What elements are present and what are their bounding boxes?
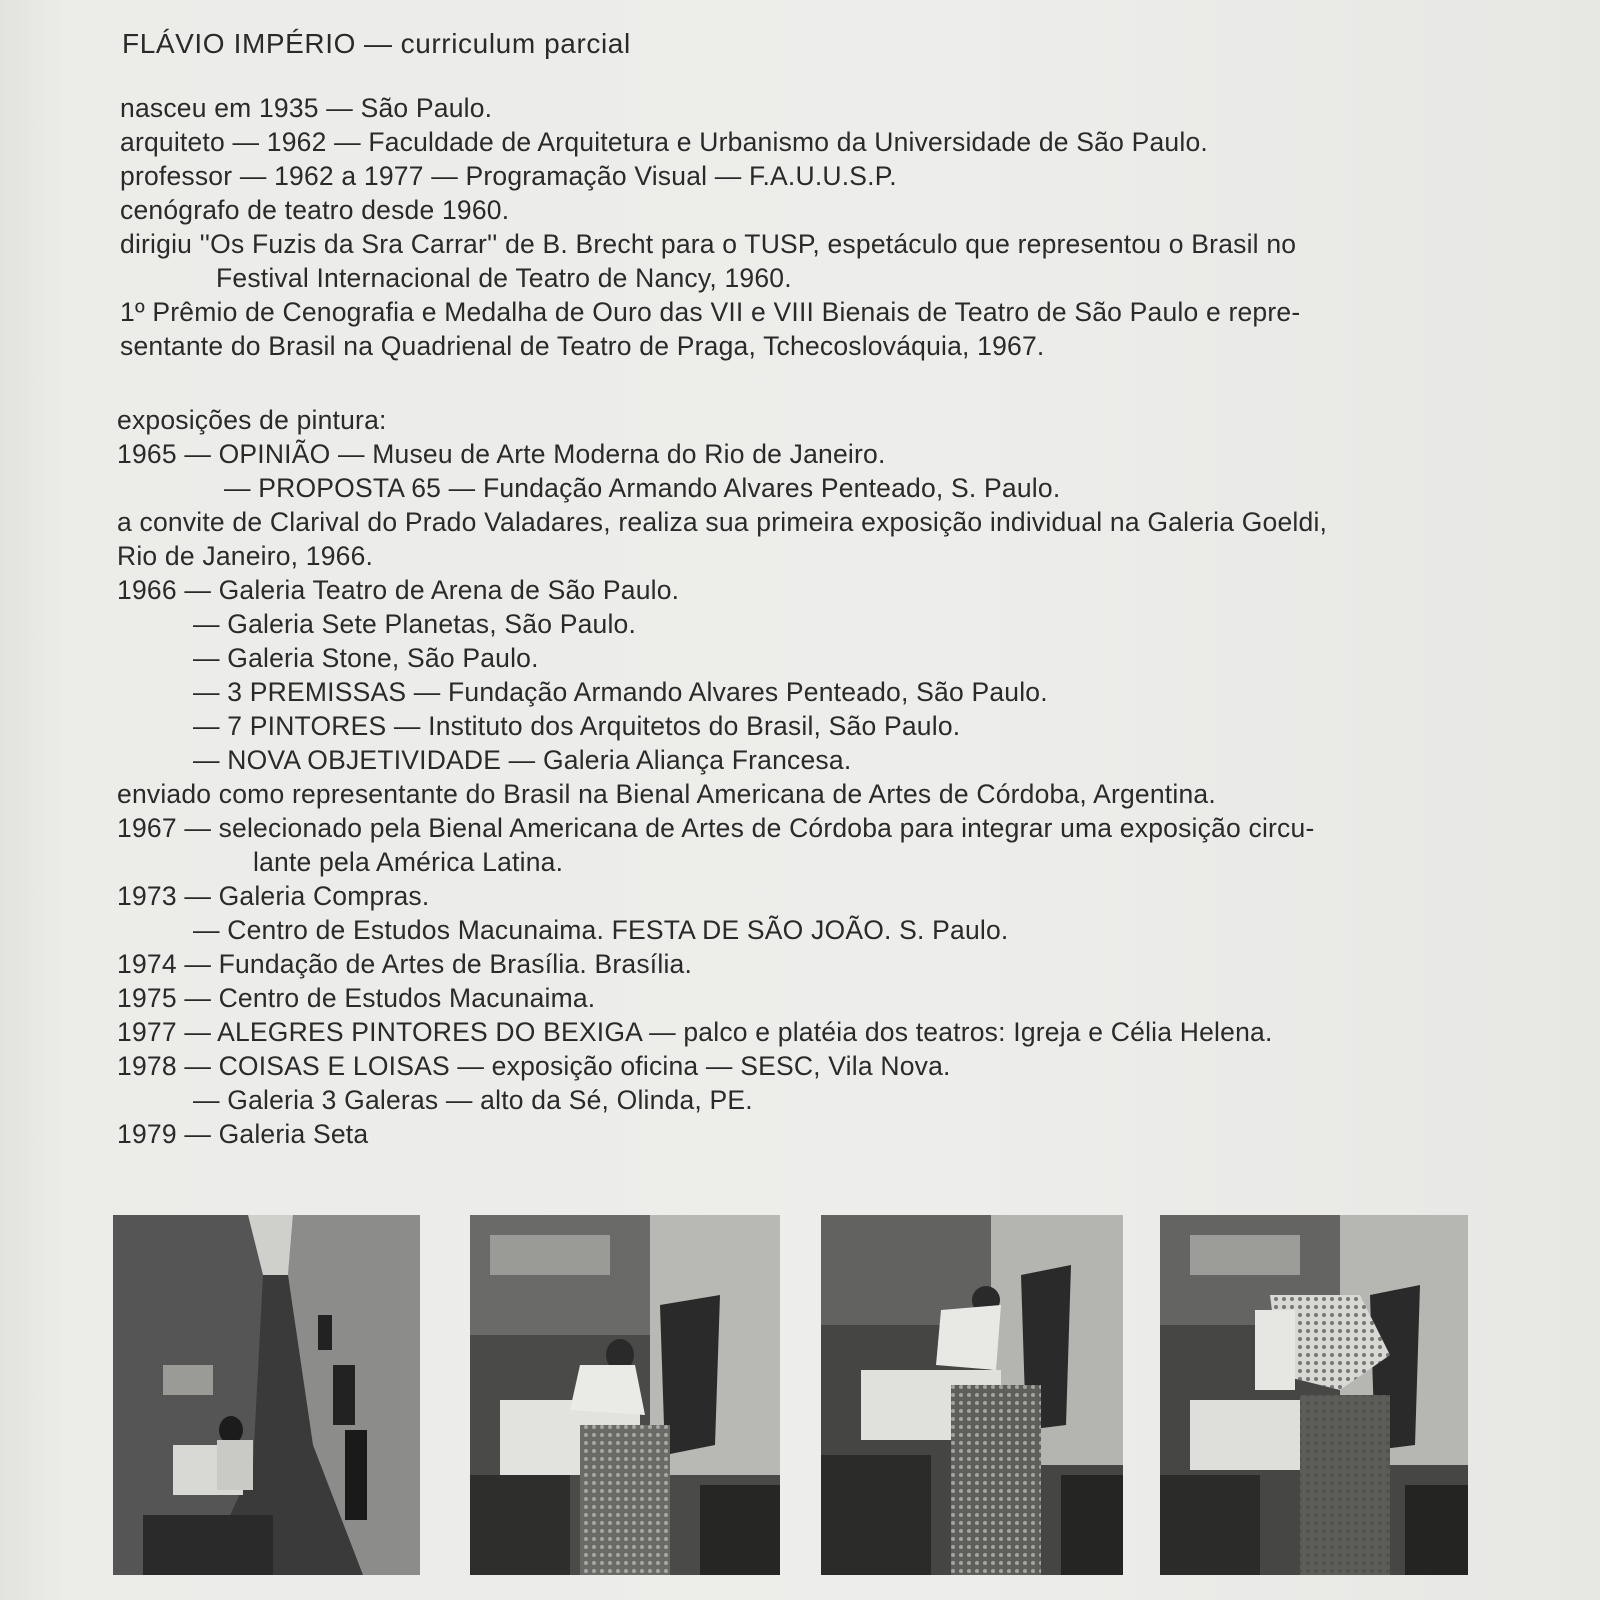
photo-alley-painter <box>113 1215 420 1575</box>
exhibition-entry: 1978 — COISAS E LOISAS — exposição oficina — SESC, Vila Nova. <box>117 1051 951 1081</box>
exhibition-entry: 1967 — selecionado pela Bienal Americana de Artes de Córdoba para integrar uma exposição circu- <box>117 813 1315 843</box>
exhibition-entry: — Galeria 3 Galeras — alto da Sé, Olinda, PE. <box>193 1085 753 1115</box>
exhibition-entry: 1965 — OPINIÃO — Museu de Arte Moderna do Rio de Janeiro. <box>117 439 886 469</box>
bio-line: sentante do Brasil na Quadrienal de Teatro de Praga, Tchecoslováquia, 1967. <box>120 331 1045 361</box>
artist-name: FLÁVIO IMPÉRIO <box>122 28 356 59</box>
bio-line: cenógrafo de teatro desde 1960. <box>120 195 510 225</box>
exhibition-entry: 1966 — Galeria Teatro de Arena de São Paulo. <box>117 575 680 605</box>
exhibition-entry: — Centro de Estudos Macunaima. FESTA DE SÃO JOÃO. S. Paulo. <box>193 915 1009 945</box>
exhibition-entry: 1977 — ALEGRES PINTORES DO BEXIGA — palco e platéia dos teatros: Igreja e Célia Helena. <box>117 1017 1273 1047</box>
bio-line: Festival Internacional de Teatro de Nancy, 1960. <box>216 263 792 293</box>
exhibition-entry: enviado como representante do Brasil na Bienal Americana de Artes de Córdoba, Argentina. <box>117 779 1216 809</box>
exhibition-entry: 1975 — Centro de Estudos Macunaima. <box>117 983 596 1013</box>
exhibitions-section <box>117 403 1477 1151</box>
exhibition-entry: Rio de Janeiro, 1966. <box>117 541 374 571</box>
bio-line: professor — 1962 a 1977 — Programação Visual — F.A.U.U.S.P. <box>120 161 897 191</box>
exhibition-entry: lante pela América Latina. <box>253 847 564 877</box>
exhibition-entry: — Galeria Sete Planetas, São Paulo. <box>193 609 637 639</box>
photo-painter-leaning <box>821 1215 1123 1575</box>
exhibition-entry: — 3 PREMISSAS — Fundação Armando Alvares Penteado, São Paulo. <box>193 677 1048 707</box>
photo-strip <box>113 1215 1468 1575</box>
exhibition-entry: a convite de Clarival do Prado Valadares, realiza sua primeira exposição individual na Galeria Goeldi, <box>117 507 1328 537</box>
exhibition-entry: 1974 — Fundação de Artes de Brasília. Brasília. <box>117 949 693 979</box>
photo-painter-at-table <box>470 1215 780 1575</box>
exhibition-entry: — NOVA OBJETIVIDADE — Galeria Aliança Francesa. <box>193 745 852 775</box>
bio-line: dirigiu ''Os Fuzis da Sra Carrar'' de B. Brecht para o TUSP, espetáculo que representou o Brasil no <box>120 229 1297 259</box>
page-title <box>122 24 631 64</box>
exhibition-entry: — 7 PINTORES — Instituto dos Arquitetos do Brasil, São Paulo. <box>193 711 961 741</box>
exhibition-entry: — PROPOSTA 65 — Fundação Armando Alvares Penteado, S. Paulo. <box>224 473 1061 503</box>
exhibitions-heading: exposições de pintura: <box>117 405 387 435</box>
biography-section <box>120 91 1480 363</box>
exhibition-entry: 1973 — Galeria Compras. <box>117 881 430 911</box>
bio-line: 1º Prêmio de Cenografia e Medalha de Ouro das VII e VIII Bienais de Teatro de São Paulo e repre- <box>120 297 1301 327</box>
photo-painter-with-fabric <box>1160 1215 1468 1575</box>
exhibition-entry: — Galeria Stone, São Paulo. <box>193 643 539 673</box>
bio-line: nasceu em 1935 — São Paulo. <box>120 93 493 123</box>
title-separator: — <box>364 28 393 59</box>
bio-line: arquiteto — 1962 — Faculdade de Arquitetura e Urbanismo da Universidade de São Paulo. <box>120 127 1208 157</box>
title-subtitle: curriculum parcial <box>400 28 631 59</box>
exhibition-entry: 1979 — Galeria Seta <box>117 1119 369 1149</box>
